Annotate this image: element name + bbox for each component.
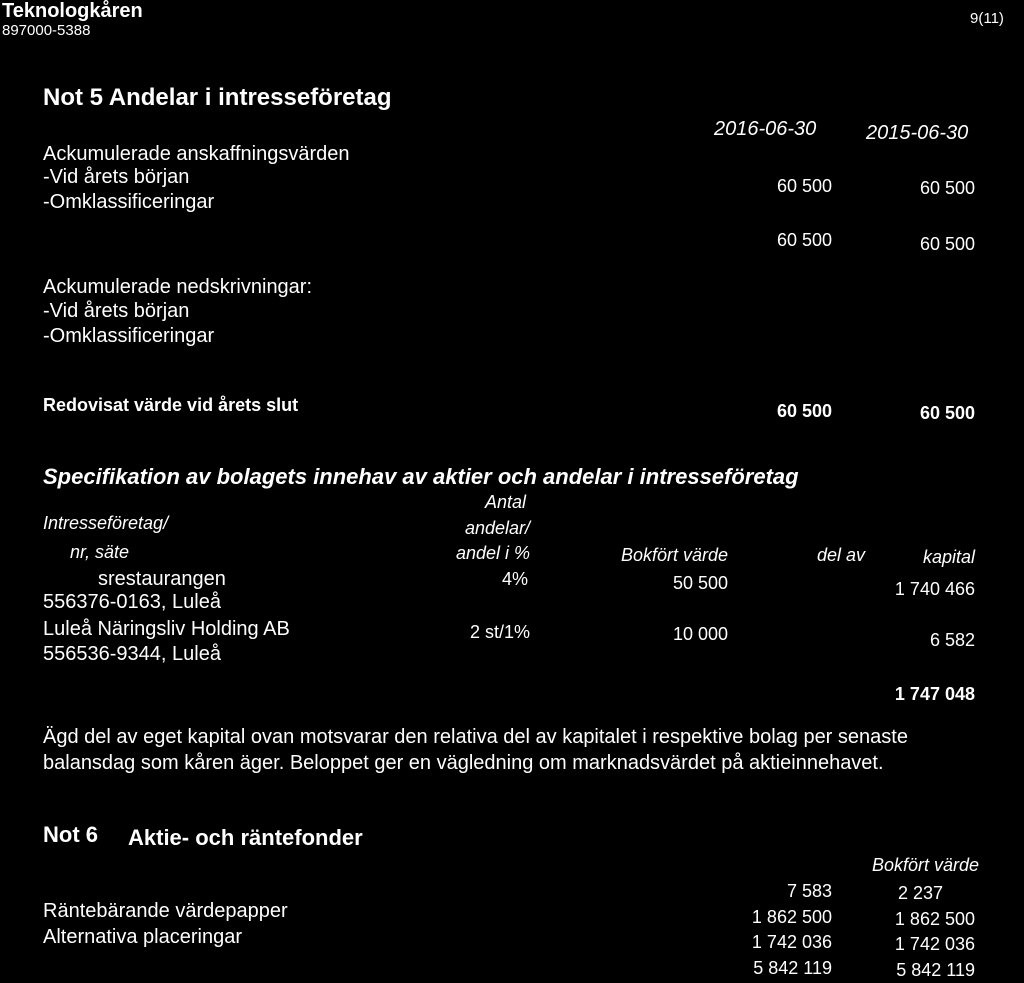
column-header-2016: 2016-06-30	[714, 118, 817, 140]
header-shares-3: andel i %	[455, 543, 530, 563]
header-book-value: Bokfört värde	[620, 545, 728, 565]
column-header-2015: 2015-06-30	[866, 122, 969, 144]
book-value-label: Redovisat värde vid årets slut	[43, 395, 299, 415]
note6-number: Not 6	[43, 822, 98, 847]
header-company: Intresseföretag/	[43, 513, 169, 533]
note5-title: Not 5 Andelar i intresseföretag	[43, 84, 392, 111]
note6-row2-value-b: 1 862 500	[894, 909, 975, 929]
impairment-heading: Ackumulerade nedskrivningar:	[43, 276, 313, 298]
acquisition-sum-2016: 60 500	[776, 230, 832, 250]
holding-name: Luleå Näringsliv Holding AB	[43, 618, 290, 640]
acquisition-start-2015: 60 500	[919, 178, 975, 198]
header-part-of: del av	[817, 545, 866, 565]
impairment-start-label: -Vid årets början	[43, 300, 190, 322]
header-company-id: nr, säte	[70, 542, 130, 562]
header-shares-1: Antal	[484, 492, 526, 512]
holding-share: 2 st/1%	[469, 622, 530, 642]
acquisition-start-2016: 60 500	[776, 176, 832, 196]
organization-name: Teknologkåren	[2, 0, 143, 22]
note6-total-a: 5 842 119	[753, 958, 832, 978]
holding-capital: 1 740 466	[894, 579, 975, 599]
holding-name: srestaurangen	[98, 568, 226, 590]
book-value-2016: 60 500	[776, 401, 832, 421]
holding-org-id: 556536-9344, Luleå	[43, 643, 221, 665]
note6-row2-value-a: 1 862 500	[751, 907, 832, 927]
acquisition-start-label: -Vid årets början	[43, 166, 190, 188]
holding-share: 4%	[501, 569, 528, 589]
note6-total-b: 5 842 119	[896, 960, 975, 980]
book-value-2015: 60 500	[919, 403, 975, 423]
page-number: 9(11)	[970, 10, 1004, 27]
explanation-line-1: Ägd del av eget kapital ovan motsvarar den relativa del av kapitalet i respektive bolag per senaste	[43, 726, 908, 748]
holding-capital: 6 582	[929, 630, 975, 650]
note6-row1-value-b: 2 237	[898, 883, 944, 903]
holding-book-value: 50 500	[672, 573, 728, 593]
note6-row1-value-a: 7 583	[786, 881, 832, 901]
impairment-reclass-label: -Omklassificeringar	[43, 325, 215, 347]
note6-title: Aktie- och räntefonder	[128, 825, 363, 850]
acquisition-reclass-label: -Omklassificeringar	[43, 191, 215, 213]
explanation-line-2: balansdag som kåren äger. Beloppet ger en vägledning om marknadsvärdet på aktieinnehavet.	[43, 752, 884, 774]
header-shares-2: andelar/	[464, 518, 530, 538]
note6-row2-label: Räntebärande värdepapper	[43, 900, 288, 922]
organization-number: 897000-5388	[2, 22, 91, 39]
holding-book-value: 10 000	[672, 624, 728, 644]
total-capital: 1 747 048	[894, 684, 975, 704]
specification-title: Specifikation av bolagets innehav av aktier och andelar i intresseföretag	[43, 464, 799, 489]
note6-row3-value-b: 1 742 036	[894, 934, 975, 954]
acquisition-sum-2015: 60 500	[919, 234, 975, 254]
note6-row3-value-a: 1 742 036	[751, 932, 832, 952]
note6-row3-label: Alternativa placeringar	[43, 926, 242, 948]
acquisition-heading: Ackumulerade anskaffningsvärden	[43, 143, 350, 165]
holding-org-id: 556376-0163, Luleå	[43, 591, 221, 613]
header-capital: kapital	[922, 547, 975, 567]
note6-header-book-value: Bokfört värde	[871, 855, 979, 875]
